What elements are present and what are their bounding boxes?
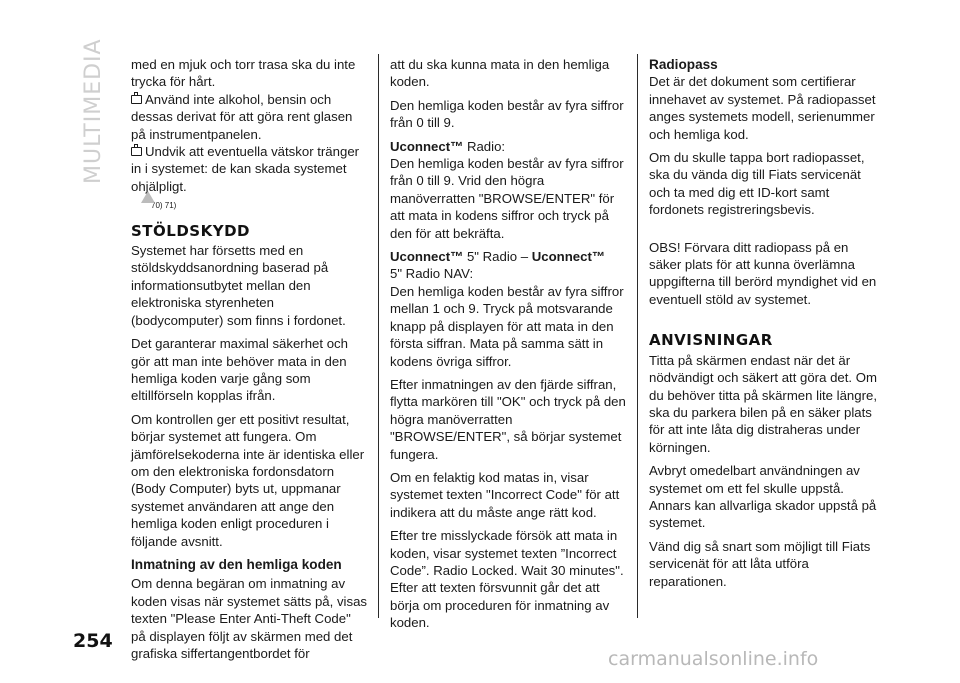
- paragraph: Om du skulle tappa bort radiopasset, ska du vända dig till Fiats servicenät och ta med dig ett ID-kort samt fordonets registreringsbevis.: [649, 150, 865, 218]
- spacer: [649, 225, 881, 239]
- product-name: Uconnect™: [390, 249, 464, 265]
- column-left: [131, 56, 367, 668]
- paragraph: Det garanterar maximal säkerhet och gör att man inte behöver mata in den hemliga koden varje gång som eltillförseln kopplas ifrån.: [131, 336, 348, 404]
- column-divider: [637, 54, 638, 618]
- label-line: [390, 138, 626, 155]
- paragraph: OBS! Förvara ditt radiopass på en säker plats för att kunna överlämna uppgifterna till berörd myndighet vid en eventuell stöld av systemet.: [649, 239, 877, 307]
- spacer: [649, 314, 881, 328]
- paragraph: Vänd dig så snart som möjligt till Fiats servicenät för att låta utföra reparationen.: [649, 538, 871, 589]
- subsection-heading: Inmatning av den hemliga koden: [131, 556, 342, 572]
- warning-references: [151, 197, 367, 214]
- paragraph: med en mjuk och torr trasa ska du inte trycka för hårt.: [131, 57, 356, 90]
- paragraph: Efter tre misslyckade försök att mata in koden, visar systemet texten ”Incorrect Code”. Radio Locked. Wait 30 minutes". Efter att texten försvunnit går det att börja om proceduren för inmatning av koden.: [390, 528, 624, 631]
- bullet-text: Undvik att eventuella vätskor tränger in i systemet: de kan skada systemet ohjälpligt.: [131, 144, 360, 194]
- paragraph: Den hemliga koden består av fyra siffror från 0 till 9. Vrid den högra manöverratten "BROWSE/ENTER" för att mata in kodens siffror och tryck på den för att bekräfta.: [390, 156, 624, 241]
- reference-numbers: 70) 71): [151, 201, 177, 211]
- label-text: Radio:: [463, 138, 506, 154]
- label-text: 5" Radio NAV:: [390, 266, 474, 282]
- column-right: [649, 56, 881, 596]
- product-name: Uconnect™: [390, 138, 464, 154]
- paragraph: Systemet har försetts med en stöldskyddsanordning baserad på informationsutbytet mellan den elektroniska styrenheten (bodycomputer) som finns i fordonet.: [131, 243, 346, 328]
- column-divider: [378, 54, 379, 618]
- label-line: [390, 248, 626, 283]
- page-number: 254: [73, 630, 113, 652]
- paragraph: Om kontrollen ger ett positivt resultat, börjar systemet att fungera. Om jämförelsekoderna inte är identiska eller om den elektroniska fordonsdatorn (Body Computer) byts ut, uppmanar systemet användaren att ange den hemliga koden enligt proceduren i följande avsnitt.: [131, 411, 365, 549]
- subsection-heading: Radiopass: [649, 57, 718, 72]
- bullet-paragraph: [131, 91, 367, 143]
- paragraph: Efter inmatningen av den fjärde siffran, flytta markören till "OK" och tryck på den högra manöverratten "BROWSE/ENTER", så börjar systemet fungera.: [390, 376, 626, 462]
- paragraph: Om denna begäran om inmatning av koden visas när systemet sätts på, visas texten "Please Enter Anti-Theft Code" på displayen följt av skärmen med det grafiska siffertangentbordet för: [131, 576, 368, 661]
- section-heading: STÖLDSKYDD: [131, 221, 250, 240]
- paragraph: Titta på skärmen endast när det är nödvändigt och säkert att göra det. Om du behöver titta på skärmen lite längre, ska du parkera bilen på en säker plats för att inte låta dig distraheras under körningen.: [649, 352, 877, 455]
- bullet-paragraph: [131, 143, 367, 195]
- paragraph: Det är det dokument som certifierar innehavet av systemet. På radiopasset anges systemets modell, serienummer och hemliga kod.: [649, 74, 876, 142]
- warning-triangle-icon: [141, 191, 155, 203]
- bag-icon: [131, 95, 142, 104]
- section-heading: ANVISNINGAR: [649, 331, 773, 350]
- watermark: carmanualsonline.info: [608, 648, 819, 670]
- paragraph: Avbryt omedelbart användningen av systemet om ett fel skulle uppstå. Annars kan allvarliga skador uppstå på systemet.: [649, 463, 877, 531]
- paragraph: att du ska kunna mata in den hemliga koden.: [390, 57, 610, 90]
- section-side-title: MULTIMEDIA: [81, 38, 106, 184]
- bullet-text: Använd inte alkohol, bensin och dessas derivat för att göra rent glasen på instrumentpanelen.: [131, 91, 353, 142]
- paragraph: Om en felaktig kod matas in, visar systemet texten "Incorrect Code" för att indikera att du måste ange rätt kod.: [390, 469, 620, 520]
- bag-icon: [131, 147, 142, 156]
- paragraph: Den hemliga koden består av fyra siffror från 0 till 9.: [390, 97, 624, 131]
- paragraph: Den hemliga koden består av fyra siffror mellan 1 och 9. Tryck på motsvarande knapp på displayen för att mata in den första siffran. Mata på samma sätt in kodens övriga siffror.: [390, 283, 624, 369]
- column-middle: [390, 56, 626, 638]
- product-name: Uconnect™: [531, 249, 606, 265]
- label-text: 5" Radio –: [463, 249, 532, 265]
